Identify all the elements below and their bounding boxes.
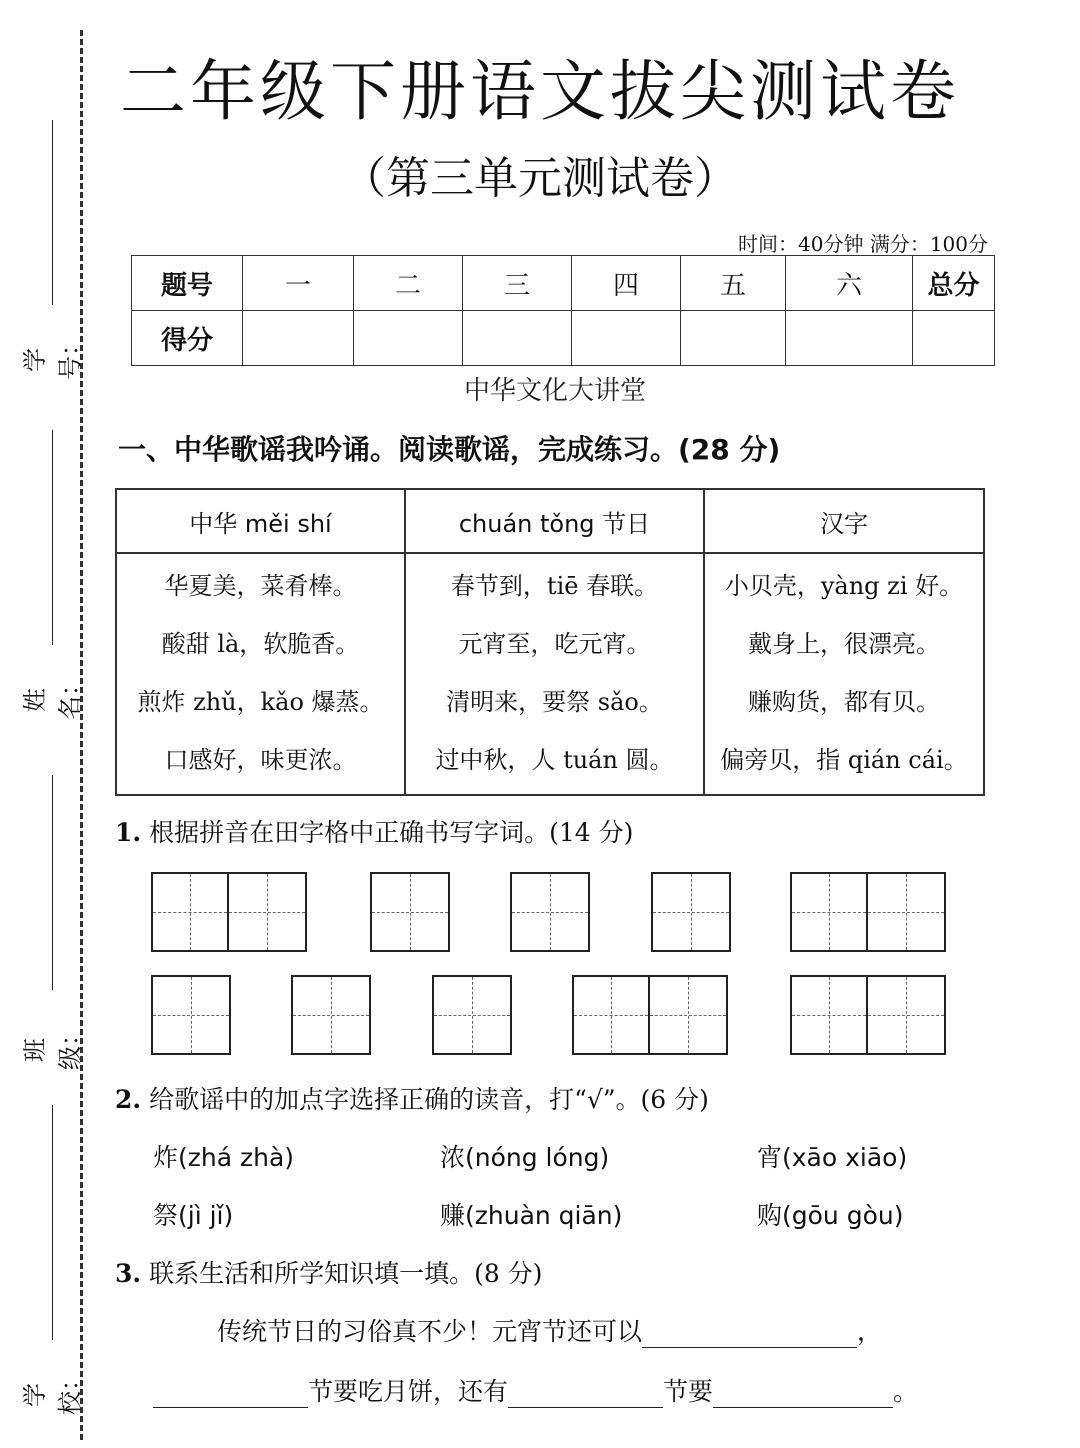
writing-grid[interactable] (651, 872, 731, 952)
writing-grid[interactable] (151, 975, 231, 1055)
school-line (52, 1105, 53, 1340)
fill-text: 节要 (663, 1377, 714, 1406)
score-header-cell: 四 (572, 256, 681, 311)
class-label: 班级： (21, 1022, 84, 1070)
grid-cell[interactable] (650, 977, 726, 1053)
fill-text: ， (857, 1317, 883, 1346)
pinyin-option[interactable]: 浓(nóng lóng) (440, 1143, 610, 1172)
score-cell[interactable] (572, 311, 681, 366)
grid-cell[interactable] (229, 874, 305, 950)
writing-grid[interactable] (432, 975, 512, 1055)
page-subtitle: （第三单元测试卷） (342, 153, 738, 204)
grid-cell[interactable] (512, 874, 588, 950)
score-cell[interactable] (913, 311, 995, 366)
question-text: 根据拼音在田字格中正确书写字词。(14 分) (149, 818, 634, 847)
writing-grid[interactable] (790, 975, 946, 1055)
writing-grid[interactable] (370, 872, 450, 952)
poem-table (115, 488, 985, 796)
grid-cell[interactable] (293, 977, 369, 1053)
grid-cell[interactable] (653, 874, 729, 950)
name-line (52, 430, 53, 645)
section-1-heading: 一、中华歌谣我吟诵。阅读歌谣，完成练习。(28 分) (118, 433, 781, 466)
question-3 (115, 1254, 542, 1290)
fill-text: 传统节日的习俗真不少！元宵节还可以 (217, 1317, 643, 1346)
score-cell[interactable] (786, 311, 913, 366)
score-row-label: 得分 (132, 311, 243, 366)
score-cell[interactable] (243, 311, 354, 366)
grid-cell[interactable] (868, 977, 944, 1053)
poem-header: chuán tǒng 节日 (405, 489, 704, 553)
pinyin-option[interactable]: 宵(xāo xiāo) (757, 1143, 908, 1172)
poem-line: 华夏美，菜肴棒。 (164, 572, 357, 600)
lecture-title: 中华文化大讲堂 (463, 376, 646, 406)
poem-line: 偏旁贝，指 qián cái。 (720, 746, 968, 774)
time-info: 时间：40分钟 满分：100分 (738, 232, 988, 256)
answer-blank[interactable] (642, 1323, 857, 1348)
writing-grid[interactable] (572, 975, 728, 1055)
answer-blank[interactable] (153, 1383, 308, 1408)
writing-grid[interactable] (790, 872, 946, 952)
score-table (131, 255, 995, 366)
fill-text: 节要吃月饼，还有 (308, 1377, 509, 1406)
poem-header: 汉字 (704, 489, 984, 553)
fill-line-2 (153, 1372, 918, 1408)
grid-cell[interactable] (153, 874, 229, 950)
name-label: 姓名： (21, 672, 84, 720)
pinyin-option[interactable]: 购(gōu gòu) (757, 1201, 904, 1230)
student-id-label: 学号： (21, 332, 84, 380)
poem-line: 小贝壳，yàng zi 好。 (724, 572, 964, 600)
poem-line: 过中秋，人 tuán 圆。 (435, 746, 674, 774)
score-header-cell: 二 (354, 256, 463, 311)
pinyin-option[interactable]: 炸(zhá zhà) (153, 1143, 295, 1172)
poem-line: 酸甜 là，软脆香。 (161, 630, 360, 658)
page-title: 二年级下册语文拔尖测试卷 (120, 53, 960, 130)
grid-cell[interactable] (434, 977, 510, 1053)
score-header-cell: 总分 (913, 256, 995, 311)
score-header-cell: 题号 (132, 256, 243, 311)
binding-dashed-line (80, 30, 83, 1440)
answer-blank[interactable] (713, 1383, 893, 1408)
poem-line: 口感好，味更浓。 (164, 746, 357, 774)
grid-cell[interactable] (792, 977, 868, 1053)
question-number: 2. (115, 1085, 142, 1114)
score-header-cell: 六 (786, 256, 913, 311)
writing-grid[interactable] (151, 872, 307, 952)
poem-line: 清明来，要祭 sǎo。 (446, 688, 663, 716)
school-label: 学校： (21, 1367, 84, 1415)
grid-cell[interactable] (574, 977, 650, 1053)
question-number: 3. (115, 1259, 142, 1288)
writing-grid[interactable] (510, 872, 590, 952)
question-1 (115, 813, 633, 849)
grid-cell[interactable] (153, 977, 229, 1053)
question-2 (115, 1080, 709, 1116)
grid-cell[interactable] (792, 874, 868, 950)
writing-grid[interactable] (291, 975, 371, 1055)
answer-blank[interactable] (508, 1383, 663, 1408)
poem-line: 元宵至，吃元宵。 (458, 630, 651, 658)
class-line (52, 775, 53, 990)
grid-cell[interactable] (372, 874, 448, 950)
poem-line: 煎炸 zhǔ，kǎo 爆蒸。 (137, 688, 384, 716)
poem-column-festival (405, 553, 704, 795)
fill-line-1 (217, 1312, 882, 1348)
score-header-cell: 五 (681, 256, 786, 311)
question-text: 联系生活和所学知识填一填。(8 分) (149, 1259, 543, 1288)
question-number: 1. (115, 818, 142, 847)
score-header-row (132, 256, 995, 311)
poem-column-food (116, 553, 405, 795)
poem-column-character (704, 553, 984, 795)
score-cell[interactable] (463, 311, 572, 366)
pinyin-option[interactable]: 祭(jì jǐ) (153, 1201, 234, 1230)
fill-text: 。 (893, 1377, 919, 1406)
score-header-cell: 一 (243, 256, 354, 311)
score-header-cell: 三 (463, 256, 572, 311)
pinyin-option[interactable]: 赚(zhuàn qiān) (440, 1201, 623, 1230)
question-text: 给歌谣中的加点字选择正确的读音，打“√”。(6 分) (149, 1085, 709, 1114)
score-cell[interactable] (681, 311, 786, 366)
poem-header: 中华 měi shí (116, 489, 405, 553)
grid-cell[interactable] (868, 874, 944, 950)
score-row (132, 311, 995, 366)
poem-line: 春节到，tiē 春联。 (450, 572, 659, 600)
poem-line: 赚购货，都有贝。 (748, 688, 940, 716)
score-cell[interactable] (354, 311, 463, 366)
poem-line: 戴身上，很漂亮。 (748, 630, 940, 658)
